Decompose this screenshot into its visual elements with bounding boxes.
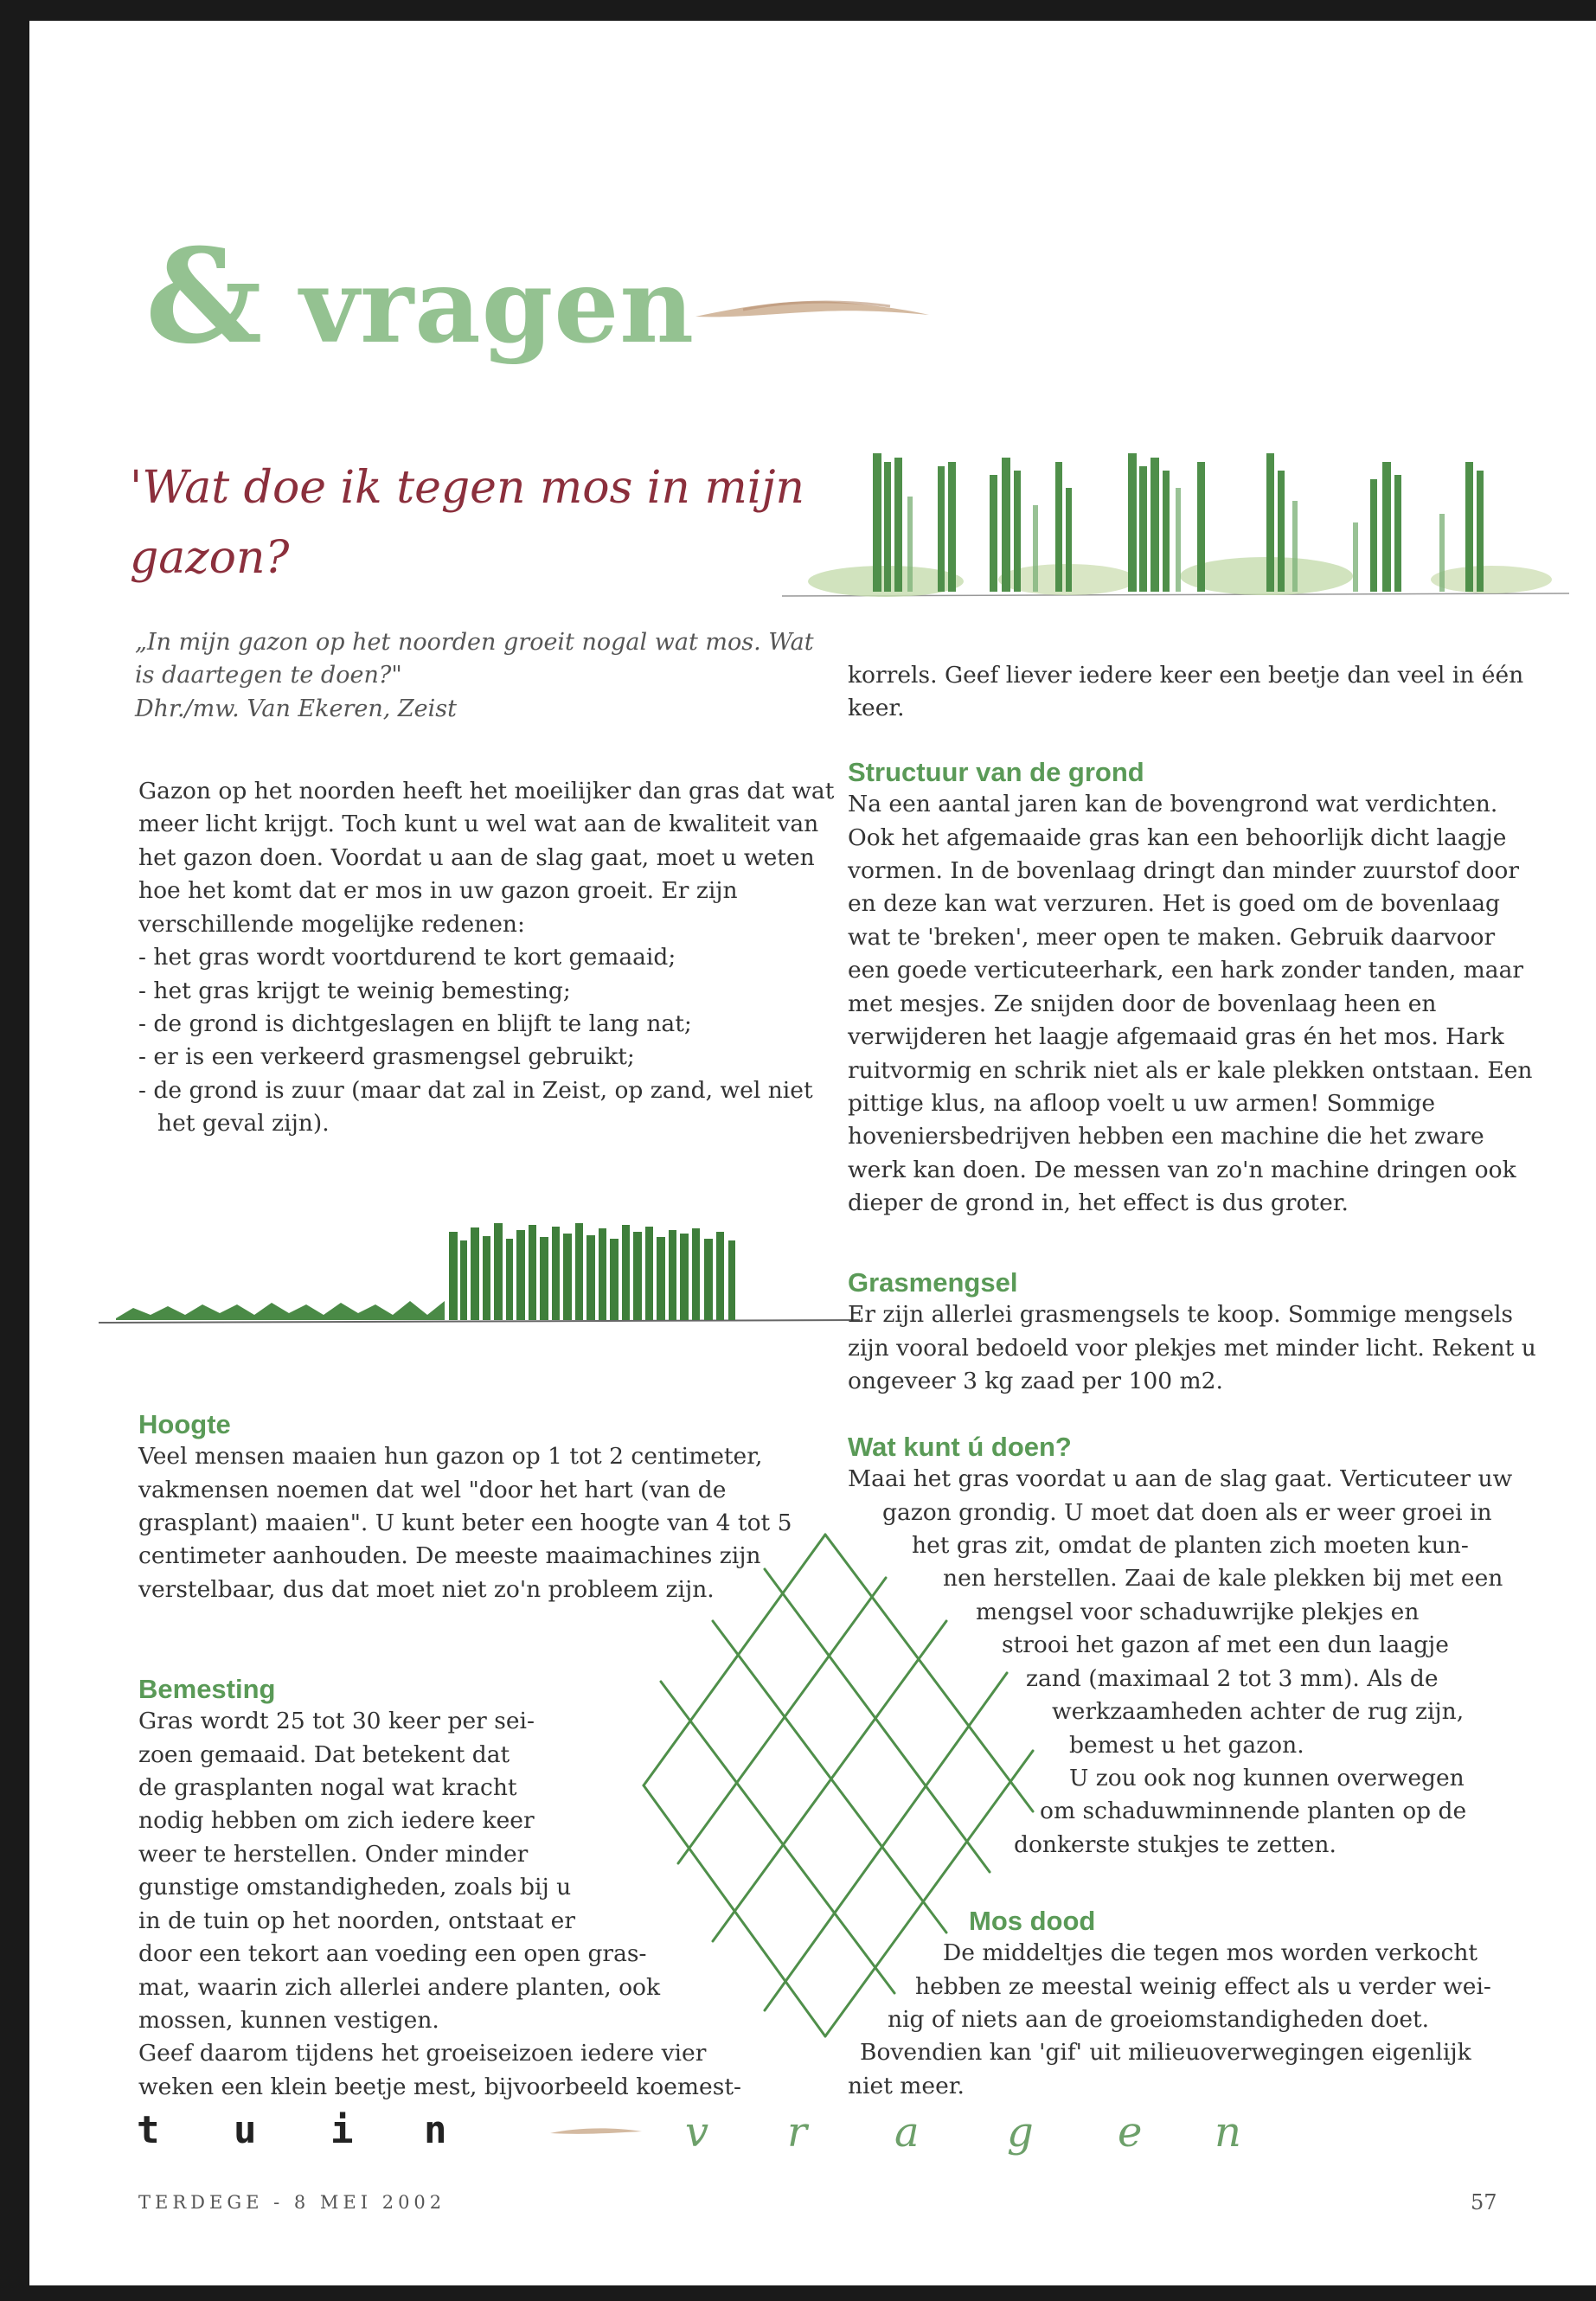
watkunt-line: bemest u het gazon. (1069, 1731, 1304, 1759)
footer-letter: a (894, 2108, 920, 2157)
footer-letter: r (787, 2108, 807, 2157)
list-item: - het gras wordt voortdurend te kort gemaaid; (138, 941, 839, 974)
bemesting-line: de grasplanten nogal wat kracht (138, 1774, 517, 1802)
page-title (145, 221, 695, 373)
grasmengsel-heading: Grasmengsel (848, 1267, 1018, 1298)
watkunt-line: om schaduwminnende planten op de (1040, 1798, 1467, 1825)
list-item: - de grond is zuur (maar dat zal in Zeist, op zand, wel niet het geval zijn). (138, 1074, 839, 1141)
structuur-section (848, 756, 1557, 1221)
watkunt-line: zand (maximaal 2 tot 3 mm). Als de (1026, 1664, 1439, 1692)
footer-letter: i (330, 2108, 354, 2152)
watkunt-line: werkzaamheden achter de rug zijn, (1052, 1698, 1465, 1726)
mosdood-line: De middeltjes die tegen mos worden verkocht (943, 1939, 1478, 1967)
footer-letter: u (234, 2108, 257, 2152)
watkunt-section (848, 1431, 1540, 1862)
bemesting-line: Gras wordt 25 tot 30 keer per sei- (138, 1708, 535, 1735)
list-item: - er is een verkeerd grasmengsel gebruikt; (138, 1041, 839, 1074)
reader-quote (135, 626, 827, 726)
brush-stroke-decoration (691, 280, 933, 332)
watkunt-heading: Wat kunt ú doen? (848, 1432, 1072, 1462)
bemesting-heading: Bemesting (138, 1674, 276, 1704)
watkunt-line: Maai het gras voordat u aan de slag gaat. Verticuteer uw (848, 1465, 1513, 1493)
footer-letter: n (1215, 2108, 1241, 2157)
watkunt-line: U zou ook nog kunnen overwegen (1069, 1764, 1465, 1791)
footer-brush-stroke (548, 2123, 644, 2140)
watkunt-line: het gras zit, omdat de planten zich moeten kun- (912, 1532, 1469, 1560)
footer-letter: e (1118, 2108, 1143, 2157)
intro-section (138, 775, 839, 1141)
bemesting-line: gunstige omstandigheden, zoals bij u (138, 1874, 572, 1901)
grasmengsel-section (848, 1266, 1557, 1398)
footer-letter: t (137, 2108, 160, 2152)
watkunt-line: strooi het gazon af met een dun laagje (1002, 1631, 1449, 1659)
mosdood-line: hebben ze meestal weinig effect als u verder wei- (915, 1972, 1491, 2000)
mosdood-section (848, 1905, 1540, 2103)
watkunt-line: nen herstellen. Zaai de kale plekken bij met een (943, 1565, 1503, 1593)
grasmengsel-paragraph: Er zijn allerlei grasmengsels te koop. Sommige mengsels zijn vooral bedoeld voor plekjes met minder licht. Rekent u ongeveer 3 kg zaad per 100 m2. (848, 1301, 1536, 1395)
grass-illustration-middle (99, 1215, 860, 1344)
mosdood-heading: Mos dood (969, 1906, 1096, 1936)
quote-author: Dhr./mw. Van Ekeren, Zeist (135, 695, 457, 722)
structuur-paragraph: Na een aantal jaren kan de bovengrond wat verdichten. Ook het afgemaaide gras kan een behoorlijk dicht laagje vormen. In de bovenlaag dringt dan minder zuurstof door en deze kan wat verzuren. Het is goed om de bovenlaag wat te 'breken', meer open te maken. Gebruik daarvoor een goede verticuteerhark, een hark zonder tanden, maar met mesjes. Ze snijden door de bovenlaag heen en verwijderen het laagje afgemaaid gras én het mos. Hark ruitvormig en schrik niet als er kale plekken ontstaan. Een pittige klus, na afloop voelt u uw armen! Sommige hoveniersbedrijven hebben een machine die het zware werk kan doen. De messen van zo'n machine dringen ook dieper de grond in, het effect is dus groter. (848, 791, 1533, 1217)
page-number: 57 (1471, 2190, 1497, 2214)
structuur-heading: Structuur van de grond (848, 757, 1144, 787)
hoogte-heading: Hoogte (138, 1409, 231, 1439)
bemesting-line: in de tuin op het noorden, ontstaat er (138, 1907, 576, 1934)
continuation-paragraph: korrels. Geef liever iedere keer een beetje dan veel in één keer. (848, 662, 1524, 722)
list-item: - het gras krijgt te weinig bemesting; (138, 975, 839, 1008)
reader-question: 'Wat doe ik tegen mos in mijn gazon? (130, 462, 804, 584)
bemesting-line: door een tekort aan voeding een open gras- (138, 1940, 647, 1968)
footer-letter: n (424, 2108, 447, 2152)
mosdood-line: niet meer. (848, 2072, 965, 2099)
quote-text: „In mijn gazon op het noorden groeit nogal wat mos. Wat is daartegen te doen?" (135, 629, 814, 689)
bemesting-line: Geef daarom tijdens het groeiseizoen iedere vier (138, 2040, 707, 2067)
column-two-top (848, 659, 1557, 726)
bemesting-line: nodig hebben om zich iedere keer (138, 1807, 535, 1835)
hoogte-paragraph: Veel mensen maaien hun gazon op 1 tot 2 centimeter, vakmensen noemen dat wel "door het hart (van de grasplant) maaien". U kunt beter een hoogte van 4 tot 5 centimeter aanhouden. De meeste maaimachines zijn verstelbaar, dus dat moet niet zo'n probleem zijn. (138, 1443, 792, 1603)
magazine-page (29, 21, 1596, 2285)
footer-letter: g (1007, 2108, 1034, 2157)
bemesting-line: weer te herstellen. Onder minder (138, 1840, 529, 1868)
reasons-list (138, 941, 839, 1141)
publication-info: TERDEGE - 8 MEI 2002 (138, 2192, 446, 2213)
mosdood-line: nig of niets aan de groeiomstandigheden doet. (888, 2006, 1430, 2034)
title-word: vragen (299, 246, 695, 366)
grass-illustration-top (782, 427, 1578, 609)
bemesting-line: mat, waarin zich allerlei andere planten, ook (138, 1973, 661, 2001)
bemesting-line: zoen gemaaid. Dat betekent dat (138, 1740, 510, 1768)
title-ampersand: & (145, 221, 264, 373)
watkunt-line: donkerste stukjes te zetten. (1014, 1830, 1336, 1858)
watkunt-line: gazon grondig. U moet dat doen als er weer groei in (882, 1498, 1492, 1526)
footer-letter: v (685, 2108, 709, 2157)
bemesting-line: weken een klein beetje mest, bijvoorbeeld koemest- (138, 2073, 741, 2100)
mosdood-line: Bovendien kan 'gif' uit milieuoverwegingen eigenlijk (860, 2039, 1471, 2067)
list-item: - de grond is dichtgeslagen en blijft te lang nat; (138, 1008, 839, 1041)
intro-paragraph: Gazon op het noorden heeft het moeilijker dan gras dat wat meer licht krijgt. Toch kunt u wel wat aan de kwaliteit van het gazon doen. Voordat u aan de slag gaat, moet u weten hoe het komt dat er mos in uw gazon groeit. Er zijn verschillende mogelijke redenen: (138, 778, 835, 938)
watkunt-line: mengsel voor schaduwrijke plekjes en (976, 1598, 1420, 1625)
bemesting-line: mossen, kunnen vestigen. (138, 2006, 439, 2034)
